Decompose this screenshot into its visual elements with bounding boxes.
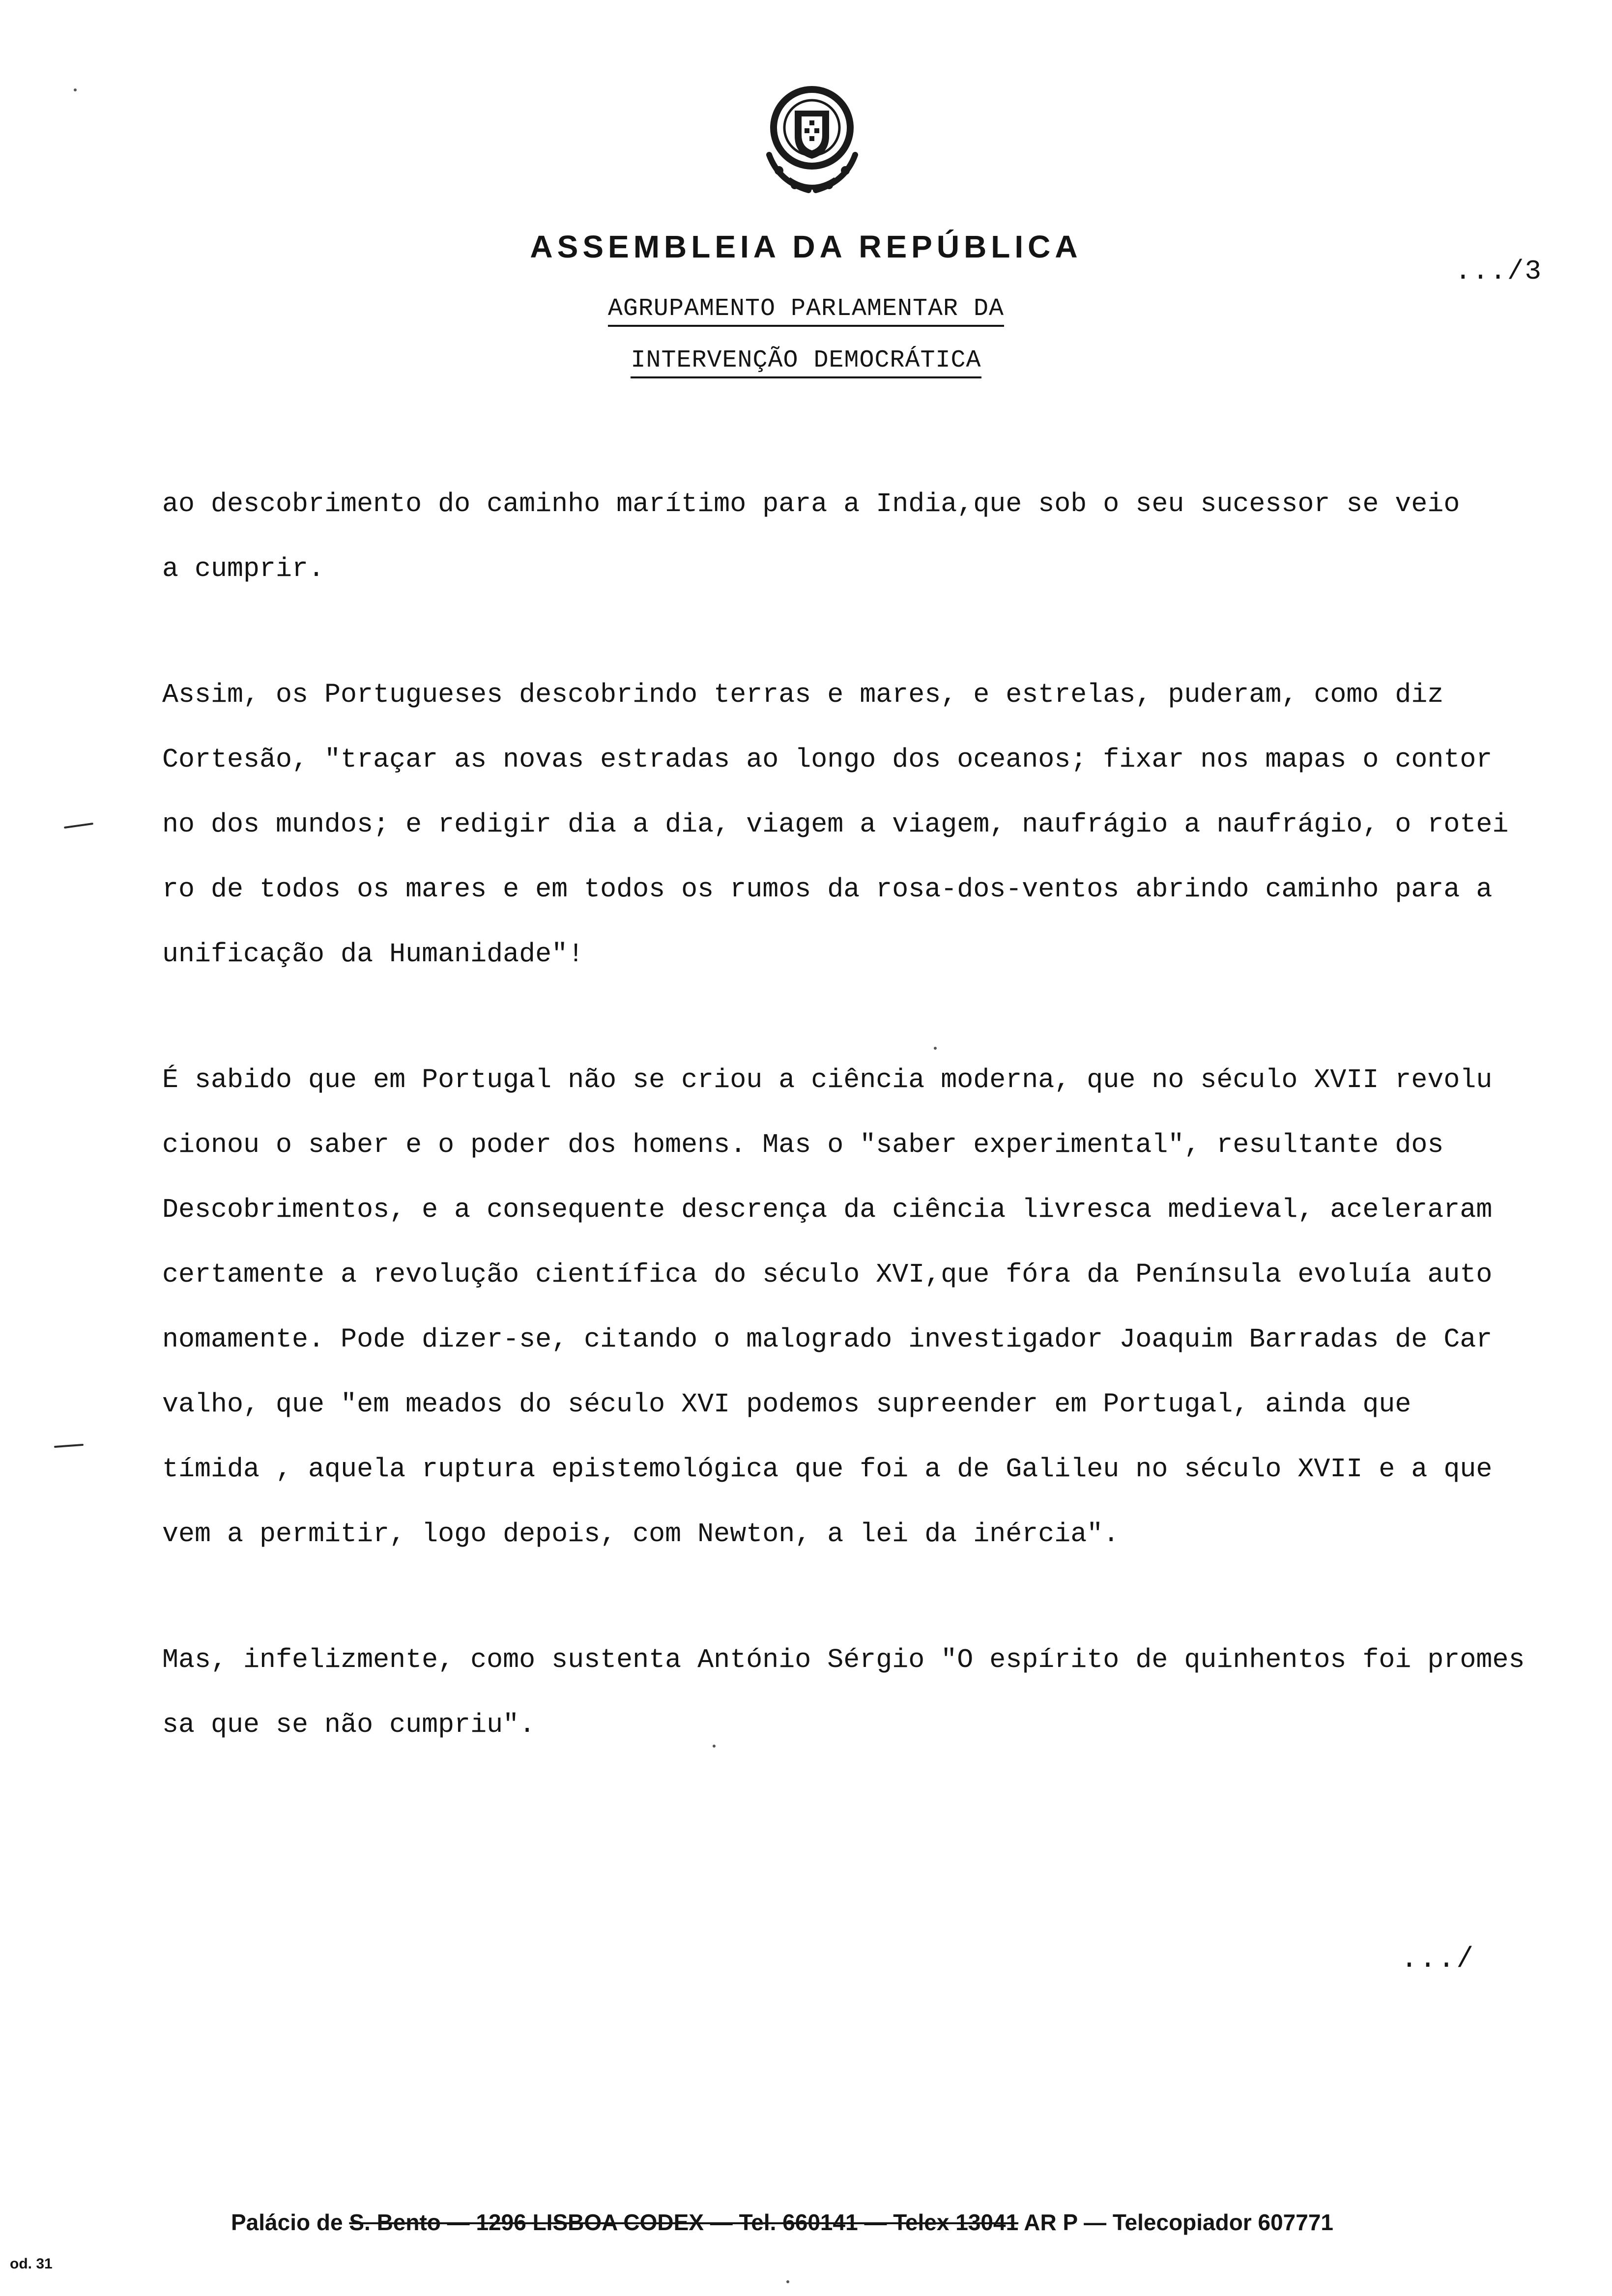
text-line: Mas, infelizmente, como sustenta António Sérgio "O espírito de quinhentos foi promes — [162, 1644, 1525, 1675]
form-code: od. 31 — [10, 2256, 53, 2272]
text-line: ao descobrimento do caminho marítimo para a India,que sob o seu sucessor se veio — [162, 488, 1460, 519]
text-line: Assim, os Portugueses descobrindo terras e mares, e estrelas, puderam, como diz — [162, 679, 1444, 710]
footer-prefix: Palácio de — [231, 2210, 343, 2235]
footer-suffix: AR P — Telecopiador 607771 — [1024, 2210, 1334, 2235]
text-line: cionou o saber e o poder dos homens. Mas o "saber experimental", resultante dos — [162, 1129, 1444, 1160]
institution-name: ASSEMBLEIA DA REPÚBLICA — [530, 229, 1082, 264]
text-line: Cortesão, "traçar as novas estradas ao longo dos oceanos; fixar nos mapas o contor — [162, 744, 1493, 775]
scan-speck — [74, 88, 77, 91]
paragraph — [162, 1048, 1568, 1567]
footer-struck-text: S. Bento — 1296 LISBOA CODEX — Tel. 660141 — Telex 13041 — [349, 2210, 1019, 2235]
scan-speck — [934, 1047, 937, 1050]
coat-of-arms-icon — [759, 81, 865, 199]
parliamentary-group-line-2: INTERVENÇÃO DEMOCRÁTICA — [491, 346, 1121, 374]
paragraph — [162, 472, 1568, 602]
text-line: sa que se não cumpriu". — [162, 1709, 536, 1740]
text-line: no dos mundos; e redigir dia a dia, viagem a viagem, naufrágio a naufrágio, o rotei — [162, 809, 1509, 840]
text-line: É sabido que em Portugal não se criou a ciência moderna, que no século XVII revolu — [162, 1064, 1493, 1095]
text-line: nomamente. Pode dizer-se, citando o malogrado investigador Joaquim Barradas de Car — [162, 1324, 1493, 1355]
scan-speck — [713, 1745, 716, 1748]
text-line: unificação da Humanidade"! — [162, 939, 584, 970]
scan-speck — [786, 2280, 789, 2283]
paragraph — [162, 662, 1568, 987]
paragraph — [162, 1628, 1568, 1757]
text-line: certamente a revolução científica do século XVI,que fóra da Península evoluía auto — [162, 1259, 1493, 1290]
margin-mark — [54, 1444, 84, 1448]
text-line: Descobrimentos, e a consequente descrença da ciência livresca medieval, aceleraram — [162, 1194, 1493, 1225]
text-line: a cumprir. — [162, 553, 325, 584]
continuation-mark: .../ — [1401, 1944, 1475, 1976]
text-line: ro de todos os mares e em todos os rumos da rosa-dos-ventos abrindo caminho para a — [162, 874, 1493, 905]
page-reference: .../3 — [1455, 256, 1543, 287]
text-line: valho, que "em meados do século XVI podemos supreender em Portugal, ainda que — [162, 1389, 1411, 1420]
body-text — [162, 472, 1568, 1818]
margin-mark — [64, 823, 93, 829]
footer-address — [231, 2209, 1460, 2236]
text-line: tímida , aquela ruptura epistemológica que foi a de Galileu no século XVII e a que — [162, 1454, 1493, 1485]
parliamentary-group-line-1: AGRUPAMENTO PARLAMENTAR DA — [491, 295, 1121, 323]
text-line: vem a permitir, logo depois, com Newton, a lei da inércia". — [162, 1519, 1120, 1550]
